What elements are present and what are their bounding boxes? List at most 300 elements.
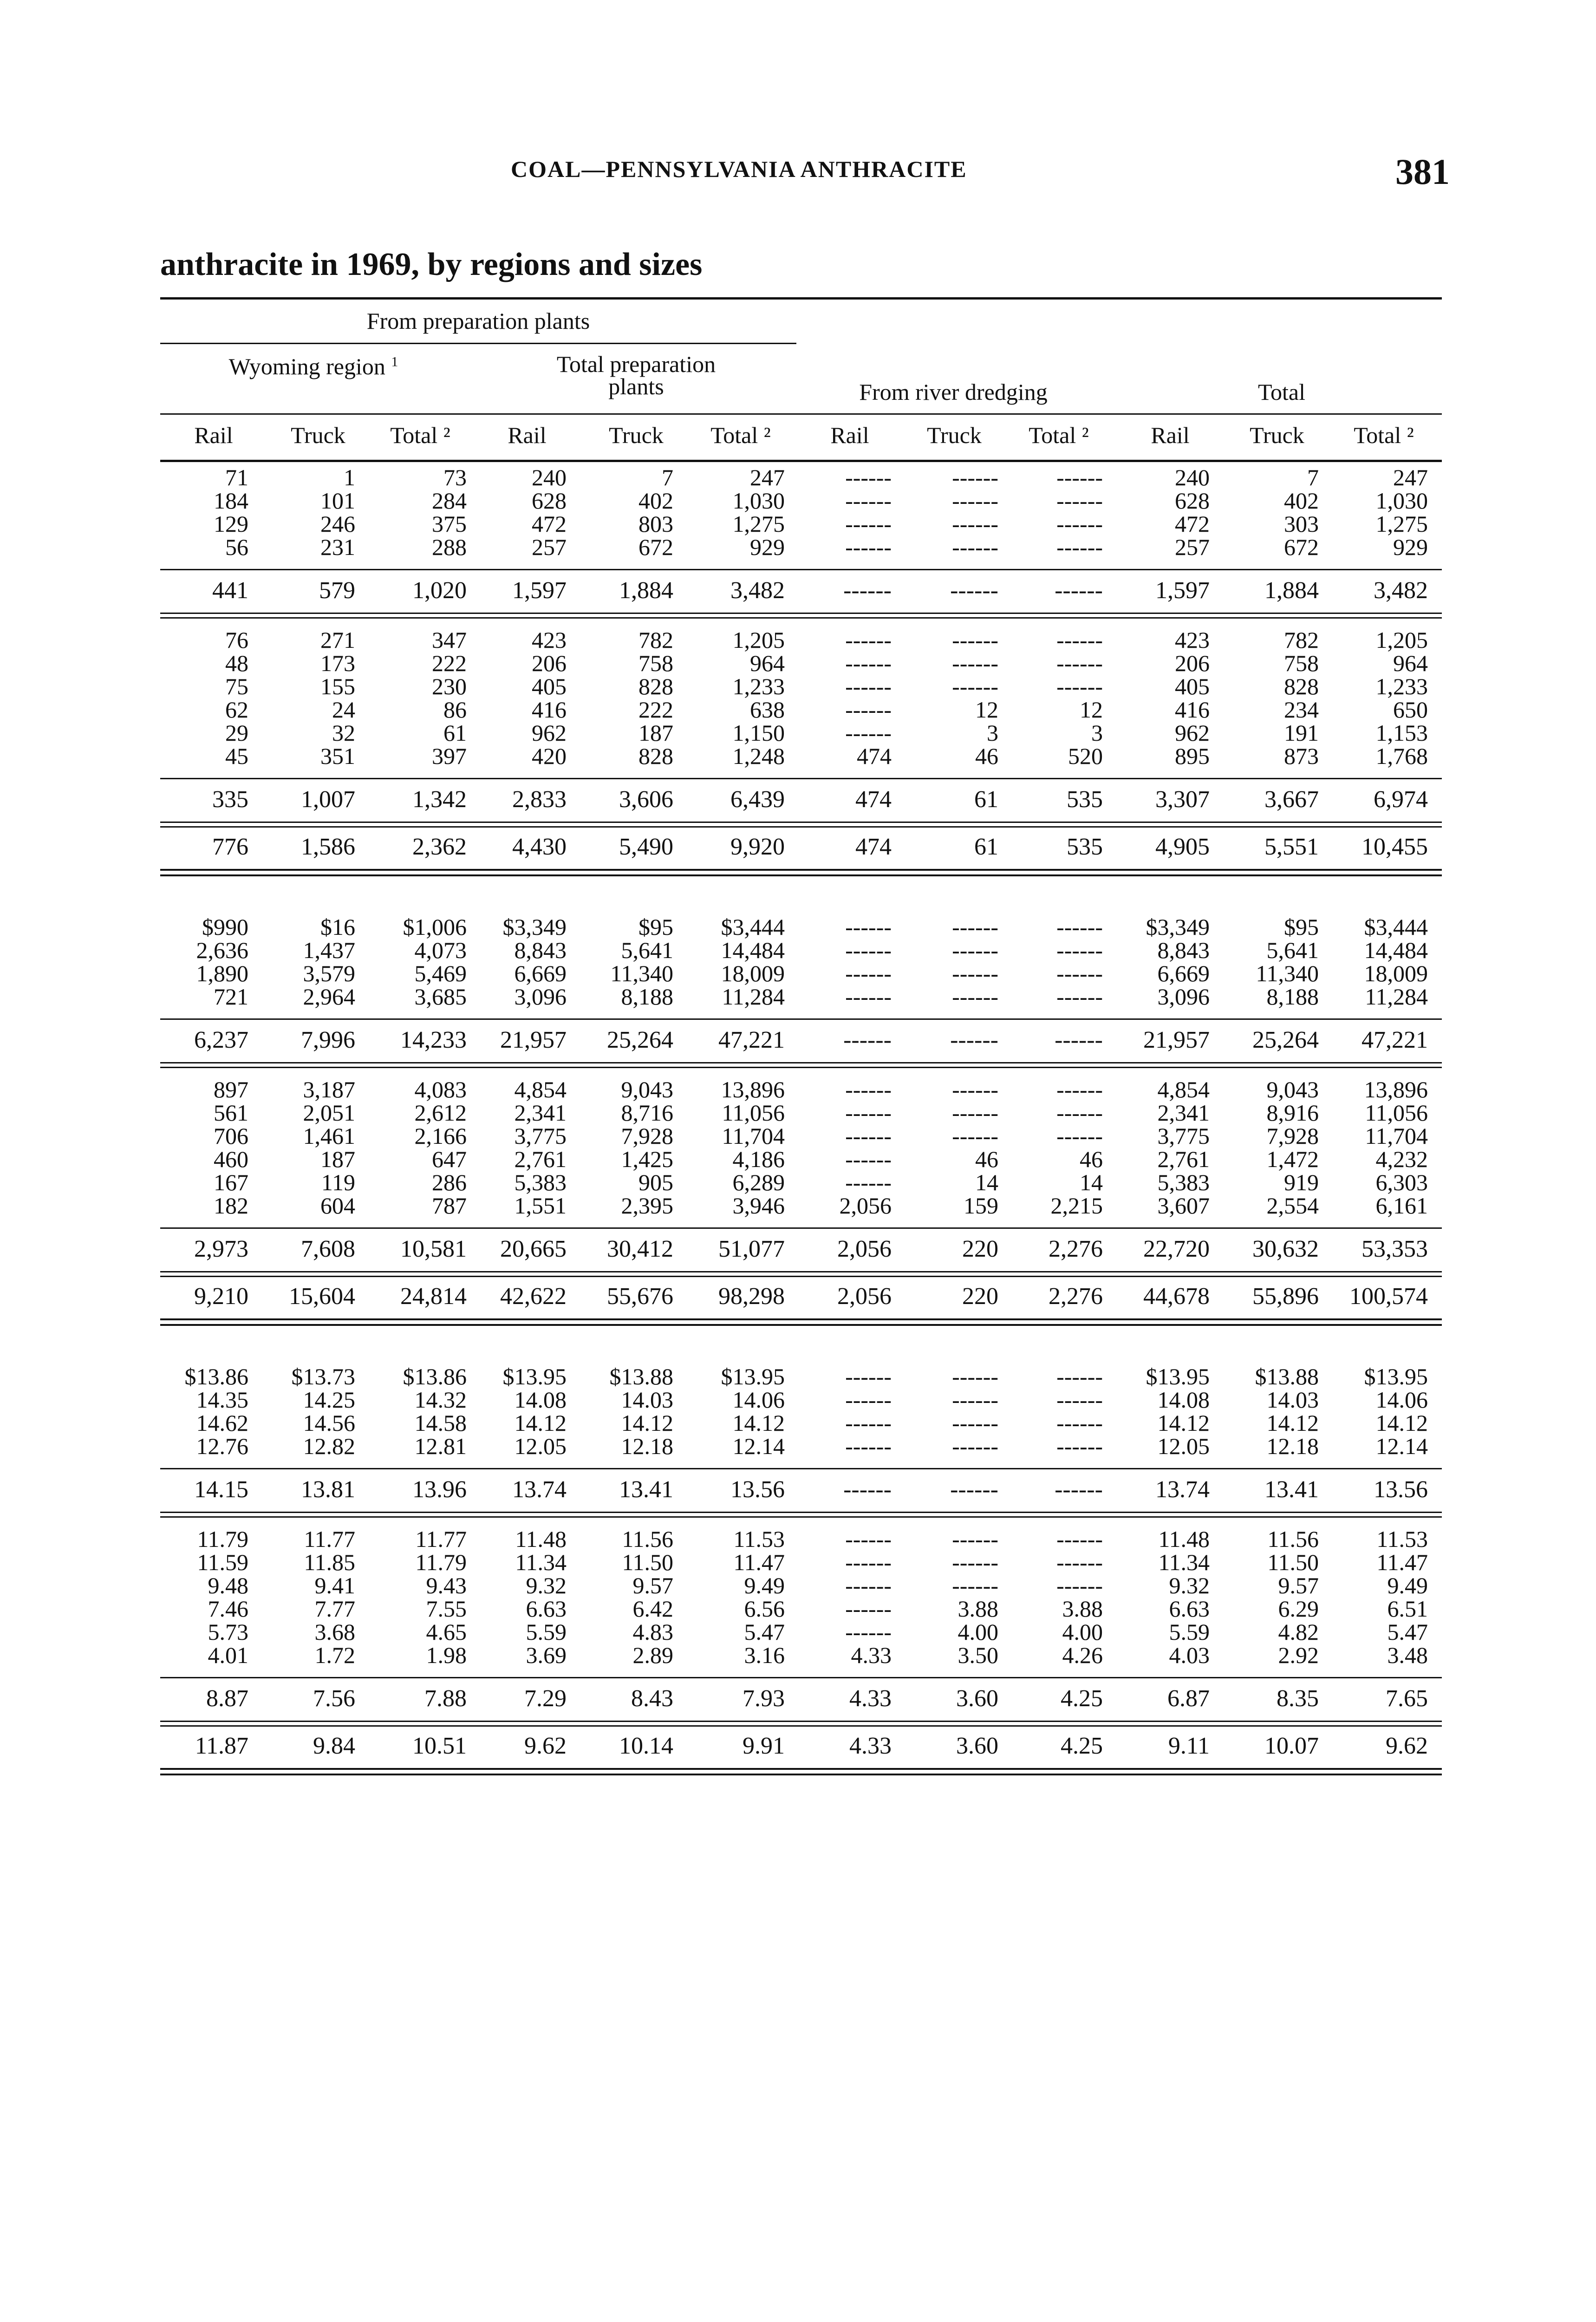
- table-cell: 1,150: [732, 720, 785, 746]
- table-cell: 12.76: [196, 1433, 248, 1459]
- table-cell: ------: [843, 1476, 892, 1503]
- column-header: Truck: [609, 422, 664, 448]
- table-cell: 2,276: [1049, 1236, 1103, 1262]
- table-cell: 3,307: [1155, 786, 1210, 813]
- table-cell: ------: [845, 673, 892, 699]
- table-cell: 9,043: [621, 1076, 673, 1102]
- table-cell: ------: [950, 577, 998, 604]
- table-cell: ------: [952, 1123, 998, 1149]
- table-cell: 7,996: [301, 1027, 355, 1053]
- table-cell: 129: [214, 511, 248, 537]
- table-cell: 3,775: [1157, 1123, 1210, 1149]
- table-cell: 3.69: [526, 1642, 567, 1668]
- table-cell: 11.87: [195, 1733, 248, 1759]
- table-cell: 9.43: [426, 1572, 467, 1598]
- table-cell: 8,843: [514, 937, 567, 963]
- table-cell: 5,641: [1266, 937, 1319, 963]
- table-cell: 2,056: [839, 1193, 892, 1219]
- table-cell: 7.29: [524, 1685, 567, 1712]
- table-cell: $990: [202, 914, 248, 940]
- table-cell: 11.79: [415, 1549, 467, 1575]
- table-cell: $13.88: [609, 1363, 673, 1389]
- table-row: [0, 698, 1596, 721]
- table-cell: 561: [214, 1100, 248, 1126]
- table-cell: ------: [845, 1410, 892, 1436]
- table-row: [0, 1124, 1596, 1148]
- table-cell: 706: [214, 1123, 248, 1149]
- table-row: [0, 1527, 1596, 1551]
- header-wyoming-region-label: Wyoming region: [228, 353, 385, 379]
- column-header: Truck: [927, 422, 982, 448]
- table-row: [0, 1101, 1596, 1124]
- table-cell: 416: [1175, 697, 1210, 723]
- table-cell: 3,946: [732, 1193, 785, 1219]
- group-rule-double: [160, 1067, 1442, 1068]
- table-cell: 2,761: [514, 1146, 567, 1172]
- table-cell: ------: [952, 1363, 998, 1389]
- table-row: [0, 1171, 1596, 1194]
- table-cell: 14.03: [1266, 1387, 1319, 1413]
- table-cell: 61: [974, 834, 998, 860]
- table-cell: 3,606: [619, 786, 673, 813]
- table-cell: 3.16: [744, 1642, 785, 1668]
- table-cell: 423: [532, 627, 567, 653]
- table-cell: 1,233: [732, 673, 785, 699]
- table-cell: 9.32: [1169, 1572, 1210, 1598]
- table-cell: 6,289: [732, 1169, 785, 1195]
- table-cell: 782: [638, 627, 673, 653]
- table-cell: 20,665: [500, 1236, 567, 1262]
- table-cell: 1,437: [303, 937, 355, 963]
- table-cell: ------: [1056, 650, 1103, 676]
- table-cell: 4.65: [426, 1619, 467, 1645]
- table-row: [0, 962, 1596, 985]
- table-cell: 828: [1284, 673, 1319, 699]
- column-header: Total ²: [710, 422, 771, 448]
- table-cell: ------: [845, 960, 892, 986]
- subtotal-rule: [160, 778, 1442, 779]
- table-cell: 24,814: [400, 1283, 467, 1310]
- table-cell: $13.86: [184, 1363, 248, 1389]
- table-cell: 14.25: [303, 1387, 355, 1413]
- table-cell: 4.33: [849, 1685, 892, 1712]
- table-cell: 46: [975, 1146, 998, 1172]
- table-cell: 7,608: [301, 1236, 355, 1262]
- table-row: [0, 1148, 1596, 1171]
- running-head: COAL—PENNSYLVANIA ANTHRACITE: [511, 156, 967, 182]
- table-cell: 5.47: [744, 1619, 785, 1645]
- table-cell: ------: [1056, 914, 1103, 940]
- table-cell: 12.14: [1375, 1433, 1428, 1459]
- table-cell: 11.85: [304, 1549, 355, 1575]
- table-cell: 11,284: [1365, 984, 1428, 1010]
- table-row: [0, 1597, 1596, 1620]
- table-cell: 14: [975, 1169, 998, 1195]
- table-cell: 46: [975, 743, 998, 769]
- table-cell: 222: [432, 650, 467, 676]
- table-cell: 22,720: [1143, 1236, 1210, 1262]
- table-cell: 9,043: [1266, 1076, 1319, 1102]
- table-cell: 962: [532, 720, 567, 746]
- table-cell: 13.81: [301, 1476, 355, 1503]
- table-cell: ------: [843, 577, 892, 604]
- table-cell: 29: [225, 720, 248, 746]
- table-cell: ------: [1056, 1123, 1103, 1149]
- table-cell: 9.62: [1386, 1733, 1428, 1759]
- table-cell: 12.81: [414, 1433, 467, 1459]
- table-cell: 3,579: [303, 960, 355, 986]
- group-rule: [160, 613, 1442, 614]
- table-cell: 13,896: [1364, 1076, 1428, 1102]
- table-cell: 11.77: [415, 1526, 467, 1552]
- table-cell: 787: [432, 1193, 467, 1219]
- table-row: [0, 1078, 1596, 1101]
- header-total-preparation-line2: plants: [608, 373, 664, 399]
- table-row: [0, 744, 1596, 768]
- table-row: [0, 1194, 1596, 1217]
- table-row: [0, 939, 1596, 962]
- table-cell: 5.73: [208, 1619, 248, 1645]
- table-cell: 61: [974, 786, 998, 813]
- table-cell: 231: [320, 534, 355, 560]
- table-cell: ------: [1056, 960, 1103, 986]
- table-cell: 628: [532, 488, 567, 514]
- table-cell: 2,051: [303, 1100, 355, 1126]
- table-cell: 650: [1393, 697, 1428, 723]
- table-cell: 1,472: [1266, 1146, 1319, 1172]
- table-cell: 1,275: [732, 511, 785, 537]
- table-cell: 1,007: [301, 786, 355, 813]
- table-cell: 2,395: [621, 1193, 673, 1219]
- table-cell: 247: [750, 464, 785, 490]
- table-cell: 14.15: [194, 1476, 248, 1503]
- table-cell: 6,237: [194, 1027, 248, 1053]
- table-cell: 4,232: [1375, 1146, 1428, 1172]
- table-row: [0, 1620, 1596, 1644]
- group-rule: [160, 1512, 1442, 1513]
- table-cell: 4,854: [514, 1076, 567, 1102]
- table-cell: ------: [952, 1549, 998, 1575]
- table-cell: 14,233: [400, 1027, 467, 1053]
- table-cell: 24: [332, 697, 355, 723]
- group-rule-double: [160, 617, 1442, 619]
- table-cell: 1,551: [514, 1193, 567, 1219]
- table-cell: 347: [432, 627, 467, 653]
- table-cell: 119: [321, 1169, 355, 1195]
- table-cell: 3,607: [1157, 1193, 1210, 1219]
- table-cell: ------: [845, 937, 892, 963]
- table-cell: 1,586: [301, 834, 355, 860]
- table-cell: 3,685: [414, 984, 467, 1010]
- table-cell: 8,843: [1157, 937, 1210, 963]
- table-cell: 405: [532, 673, 567, 699]
- subtotal-row: [0, 579, 1596, 602]
- subtotal-row: [0, 1687, 1596, 1710]
- table-cell: 1.98: [426, 1642, 467, 1668]
- table-cell: ------: [845, 1619, 892, 1645]
- table-row: [0, 985, 1596, 1008]
- table-cell: 30,412: [607, 1236, 673, 1262]
- footnote-marker: 1: [391, 354, 398, 370]
- table-cell: ------: [1056, 1433, 1103, 1459]
- table-cell: 14.32: [414, 1387, 467, 1413]
- table-cell: 11.53: [1376, 1526, 1428, 1552]
- table-cell: 21,957: [500, 1027, 567, 1053]
- column-header: Total ²: [1029, 422, 1089, 448]
- table-cell: 1,153: [1375, 720, 1428, 746]
- table-cell: $1,006: [403, 914, 467, 940]
- table-cell: 12.18: [621, 1433, 673, 1459]
- table-cell: 3: [1091, 720, 1103, 746]
- table-cell: 10.07: [1264, 1733, 1319, 1759]
- table-cell: ------: [1056, 627, 1103, 653]
- table-cell: 9,920: [730, 834, 785, 860]
- table-cell: 55,676: [607, 1283, 673, 1310]
- table-cell: 220: [962, 1236, 998, 1262]
- table-cell: 1.72: [314, 1642, 355, 1668]
- table-cell: 828: [638, 673, 673, 699]
- table-row: [0, 466, 1596, 489]
- table-cell: ------: [845, 627, 892, 653]
- table-row: [0, 1411, 1596, 1435]
- table-cell: 647: [432, 1146, 467, 1172]
- header-top-rule: [160, 297, 1442, 300]
- table-cell: 4.25: [1061, 1733, 1103, 1759]
- table-cell: ------: [1056, 1549, 1103, 1575]
- table-cell: 173: [320, 650, 355, 676]
- table-cell: 2,761: [1157, 1146, 1210, 1172]
- table-cell: 776: [212, 834, 248, 860]
- column-header: Rail: [508, 422, 547, 448]
- table-cell: 873: [1284, 743, 1319, 769]
- table-cell: 240: [532, 464, 567, 490]
- table-row: [0, 1435, 1596, 1458]
- table-cell: 535: [1067, 834, 1103, 860]
- table-cell: 1,233: [1375, 673, 1428, 699]
- table-cell: 604: [320, 1193, 355, 1219]
- table-cell: 5,383: [514, 1169, 567, 1195]
- grand-total-rule: [160, 1318, 1442, 1320]
- table-cell: 73: [443, 464, 467, 490]
- table-cell: ------: [845, 914, 892, 940]
- table-cell: ------: [845, 697, 892, 723]
- table-cell: 5.47: [1387, 1619, 1428, 1645]
- table-cell: 897: [214, 1076, 248, 1102]
- table-cell: 230: [432, 673, 467, 699]
- table-cell: 191: [1284, 720, 1319, 746]
- table-cell: 1,248: [732, 743, 785, 769]
- table-cell: 222: [638, 697, 673, 723]
- table-cell: 167: [214, 1169, 248, 1195]
- table-cell: 8,188: [621, 984, 673, 1010]
- table-cell: ------: [845, 511, 892, 537]
- table-cell: 12.05: [1157, 1433, 1210, 1459]
- subtotal-rule: [160, 569, 1442, 570]
- table-cell: ------: [845, 534, 892, 560]
- table-row: [0, 512, 1596, 535]
- group-rule-double: [160, 826, 1442, 828]
- table-cell: 187: [638, 720, 673, 746]
- table-cell: 11.53: [733, 1526, 785, 1552]
- table-cell: 11.77: [304, 1526, 355, 1552]
- table-cell: 9.11: [1168, 1733, 1210, 1759]
- table-cell: 520: [1068, 743, 1103, 769]
- table-cell: 47,221: [718, 1027, 785, 1053]
- grand-total-row: [0, 835, 1596, 859]
- table-cell: 1: [344, 464, 355, 490]
- table-cell: ------: [950, 1476, 998, 1503]
- table-cell: 9.32: [526, 1572, 567, 1598]
- table-cell: 2,056: [837, 1283, 892, 1310]
- table-cell: 6,161: [1375, 1193, 1428, 1219]
- table-cell: $3,349: [1146, 914, 1210, 940]
- table-cell: 32: [332, 720, 355, 746]
- table-cell: ------: [845, 1146, 892, 1172]
- table-cell: ------: [952, 1526, 998, 1552]
- table-cell: 8.35: [1277, 1685, 1319, 1712]
- table-cell: ------: [845, 488, 892, 514]
- table-cell: 18,009: [721, 960, 785, 986]
- table-cell: 11.59: [197, 1549, 248, 1575]
- table-cell: ------: [1055, 577, 1103, 604]
- table-cell: ------: [952, 488, 998, 514]
- table-cell: 1,030: [732, 488, 785, 514]
- table-cell: 98,298: [718, 1283, 785, 1310]
- table-cell: ------: [952, 673, 998, 699]
- table-cell: 4.83: [632, 1619, 673, 1645]
- table-cell: 402: [1284, 488, 1319, 514]
- table-cell: 14.12: [514, 1410, 567, 1436]
- table-cell: ------: [1056, 1526, 1103, 1552]
- table-cell: 420: [532, 743, 567, 769]
- table-cell: 1,342: [412, 786, 467, 813]
- table-cell: 1,884: [619, 577, 673, 604]
- table-cell: ------: [845, 464, 892, 490]
- table-cell: ------: [952, 534, 998, 560]
- table-cell: ------: [845, 1387, 892, 1413]
- table-cell: 535: [1067, 786, 1103, 813]
- table-cell: 14.03: [621, 1387, 673, 1413]
- table-cell: 3,775: [514, 1123, 567, 1149]
- table-cell: 9.57: [632, 1572, 673, 1598]
- table-cell: 101: [320, 488, 355, 514]
- table-cell: 206: [532, 650, 567, 676]
- table-cell: ------: [952, 1100, 998, 1126]
- table-cell: 6.42: [632, 1596, 673, 1622]
- table-cell: 5,641: [621, 937, 673, 963]
- table-cell: 2,341: [1157, 1100, 1210, 1126]
- table-cell: 1,884: [1264, 577, 1319, 604]
- table-cell: 4.01: [208, 1642, 248, 1668]
- table-cell: 155: [320, 673, 355, 699]
- table-row: [0, 915, 1596, 939]
- table-cell: 405: [1175, 673, 1210, 699]
- table-cell: 4,854: [1157, 1076, 1210, 1102]
- table-cell: 474: [855, 834, 892, 860]
- table-cell: 2,636: [196, 937, 248, 963]
- table-cell: ------: [845, 1100, 892, 1126]
- table-cell: 4.25: [1061, 1685, 1103, 1712]
- table-cell: ------: [952, 1076, 998, 1102]
- subtotal-rule: [160, 1018, 1442, 1020]
- table-cell: ------: [1056, 511, 1103, 537]
- group-rule: [160, 1271, 1442, 1272]
- table-cell: ------: [1056, 1410, 1103, 1436]
- group-rule: [160, 1721, 1442, 1722]
- table-cell: 2,554: [1266, 1193, 1319, 1219]
- table-cell: 11.56: [1267, 1526, 1319, 1552]
- table-cell: 3.68: [314, 1619, 355, 1645]
- table-cell: ------: [1055, 1476, 1103, 1503]
- table-cell: 7.46: [208, 1596, 248, 1622]
- group-rule-double: [160, 1516, 1442, 1518]
- table-cell: 1,597: [512, 577, 567, 604]
- table-cell: ------: [845, 1363, 892, 1389]
- table-cell: 14.12: [621, 1410, 673, 1436]
- table-cell: 14.62: [196, 1410, 248, 1436]
- table-cell: 6.63: [526, 1596, 567, 1622]
- table-cell: 45: [225, 743, 248, 769]
- table-cell: ------: [952, 464, 998, 490]
- table-cell: 182: [214, 1193, 248, 1219]
- grand-total-rule-double: [160, 874, 1442, 876]
- table-cell: ------: [952, 627, 998, 653]
- table-cell: 47,221: [1361, 1027, 1428, 1053]
- table-row: [0, 652, 1596, 675]
- table-cell: 803: [638, 511, 673, 537]
- table-cell: 4.26: [1062, 1642, 1103, 1668]
- table-cell: 2,973: [194, 1236, 248, 1262]
- table-cell: 4,430: [512, 834, 567, 860]
- table-cell: 11.79: [197, 1526, 248, 1552]
- table-cell: 4.00: [958, 1619, 998, 1645]
- table-cell: 25,264: [607, 1027, 673, 1053]
- table-cell: 5.59: [526, 1619, 567, 1645]
- subtotal-rule: [160, 1468, 1442, 1469]
- table-cell: 423: [1175, 627, 1210, 653]
- group-rule-double: [160, 1725, 1442, 1727]
- table-cell: 13.96: [412, 1476, 467, 1503]
- table-cell: 1,020: [412, 577, 467, 604]
- group-rule: [160, 1062, 1442, 1063]
- table-row: [0, 489, 1596, 512]
- table-cell: 55,896: [1252, 1283, 1319, 1310]
- table-cell: 284: [432, 488, 467, 514]
- grand-total-rule-double: [160, 1774, 1442, 1775]
- table-cell: 638: [750, 697, 785, 723]
- table-cell: $13.95: [1364, 1363, 1428, 1389]
- table-cell: 4.82: [1278, 1619, 1319, 1645]
- table-cell: ------: [845, 1549, 892, 1575]
- table-cell: ------: [845, 1076, 892, 1102]
- table-cell: ------: [952, 937, 998, 963]
- table-cell: 2,215: [1050, 1193, 1103, 1219]
- table-cell: ------: [845, 720, 892, 746]
- table-cell: 1,205: [732, 627, 785, 653]
- header-total: Total: [1257, 379, 1306, 405]
- table-cell: 962: [1175, 720, 1210, 746]
- header-from-preparation-plants: From preparation plants: [366, 308, 590, 334]
- table-cell: 25,264: [1252, 1027, 1319, 1053]
- table-cell: 62: [225, 697, 248, 723]
- table-cell: 919: [1284, 1169, 1319, 1195]
- table-cell: ------: [845, 984, 892, 1010]
- table-cell: 12: [975, 697, 998, 723]
- grand-total-row: [0, 1285, 1596, 1308]
- table-cell: 1,425: [621, 1146, 673, 1172]
- table-cell: 5,551: [1264, 834, 1319, 860]
- table-cell: 14.12: [1266, 1410, 1319, 1436]
